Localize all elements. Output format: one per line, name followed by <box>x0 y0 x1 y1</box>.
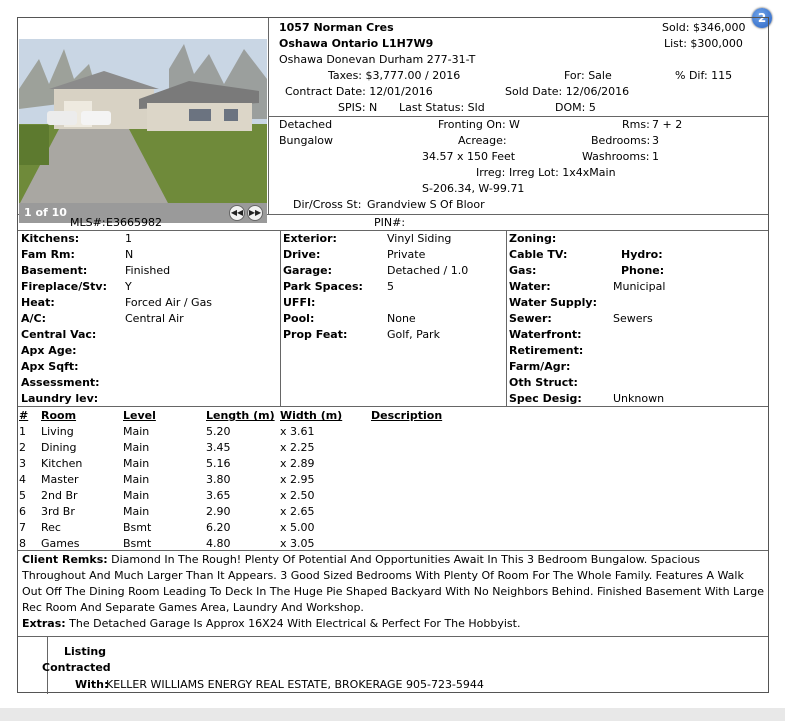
detail-label: Central Vac: <box>21 328 97 341</box>
rooms-table-cell: x 2.89 <box>280 457 315 470</box>
detail-value: Golf, Park <box>387 328 440 341</box>
rooms-table-cell: Main <box>123 425 150 438</box>
rooms-table-cell: Main <box>123 505 150 518</box>
contracted-label: Contracted <box>42 661 111 674</box>
detail-label: Assessment: <box>21 376 100 389</box>
bedrooms-value: 3 <box>652 134 659 147</box>
irregular-value: Irreg Lot: 1x4xMain <box>509 166 616 179</box>
rooms-table-cell: Bsmt <box>123 537 152 550</box>
rooms-table-cell: 4 <box>19 473 26 486</box>
rooms-table-cell: x 2.65 <box>280 505 315 518</box>
rooms-header-cell: Width (m) <box>280 409 343 422</box>
previous-photo-button[interactable] <box>229 205 245 221</box>
rooms-value: 7 + 2 <box>652 118 683 131</box>
fast-forward-icon: ▶▶ <box>248 208 262 217</box>
rooms-table-cell: x 2.50 <box>280 489 315 502</box>
detail-label: Laundry lev: <box>21 392 99 405</box>
detail-label: Waterfront: <box>509 328 582 341</box>
detail-label: Farm/Agr: <box>509 360 571 373</box>
rooms-header-cell: # <box>19 409 29 422</box>
property-style: Bungalow <box>279 134 333 147</box>
detail-value: Private <box>387 248 426 261</box>
rooms-header-cell: Description <box>371 409 443 422</box>
rooms-table-cell: x 2.25 <box>280 441 315 454</box>
pin-label: PIN#: <box>374 216 406 229</box>
irregular-label: Irreg: <box>476 166 506 179</box>
detail-label: Retirement: <box>509 344 584 357</box>
acreage-label: Acreage: <box>458 134 507 147</box>
detail-label: Gas: <box>509 264 537 277</box>
detail-label: Spec Desig: <box>509 392 582 405</box>
rooms-table-cell: 6.20 <box>206 521 231 534</box>
cross-street-value: Grandview S Of Bloor <box>367 198 485 211</box>
rooms-table-cell: Main <box>123 457 150 470</box>
bedrooms-label: Bedrooms: <box>591 134 651 147</box>
spis: SPIS: N <box>338 101 378 114</box>
detail-label: Cable TV: <box>509 248 568 261</box>
washrooms-value: 1 <box>652 150 659 163</box>
detail-label: Sewer: <box>509 312 552 325</box>
extras-text: The Detached Garage Is Approx 16X24 With Electrical & Perfect For The Hobbyist. <box>69 617 521 630</box>
rooms-table-cell: Kitchen <box>41 457 83 470</box>
detail-value: Y <box>125 280 132 293</box>
fronting-label: Fronting On: <box>438 118 506 131</box>
rewind-icon: ◀◀ <box>230 208 244 217</box>
rooms-table-cell: 1 <box>19 425 26 438</box>
rooms-table-cell: Bsmt <box>123 521 152 534</box>
detail-label: Basement: <box>21 264 88 277</box>
with-label: With: <box>75 678 109 691</box>
house-photo-image <box>19 39 267 205</box>
rooms-table-cell: 3.80 <box>206 473 231 486</box>
detail-label: Park Spaces: <box>283 280 363 293</box>
rooms-table-cell: 7 <box>19 521 26 534</box>
listing-city: Oshawa Ontario L1H7W9 <box>279 37 434 50</box>
detail-label: Water: <box>509 280 551 293</box>
detail-label: Drive: <box>283 248 321 261</box>
rooms-table-cell: Main <box>123 473 150 486</box>
rooms-table-cell: 2.90 <box>206 505 231 518</box>
extras-label: Extras: <box>22 617 66 630</box>
detail-label: Water Supply: <box>509 296 597 309</box>
detail-value: Sewers <box>613 312 653 325</box>
rooms-table-cell: 5 <box>19 489 26 502</box>
sold-date: Sold Date: 12/06/2016 <box>505 85 630 98</box>
washrooms-label: Washrooms: <box>582 150 650 163</box>
rooms-table-cell: 2 <box>19 441 26 454</box>
rooms-table-cell: Games <box>41 537 80 550</box>
detail-value: Municipal <box>613 280 666 293</box>
detail-label: Apx Sqft: <box>21 360 79 373</box>
days-on-market: DOM: 5 <box>555 101 596 114</box>
remarks-section <box>19 552 767 632</box>
list-price: List: $300,000 <box>664 37 743 50</box>
irregular-value-2: S-206.34, W-99.71 <box>422 182 525 195</box>
listing-label: Listing <box>64 645 107 658</box>
detail-label: Exterior: <box>283 232 337 245</box>
rooms-table-cell: 4.80 <box>206 537 231 550</box>
client-remarks-label: Client Remks: <box>22 553 108 566</box>
rooms-label: Rms: <box>622 118 650 131</box>
percent-difference: % Dif: 115 <box>675 69 733 82</box>
sold-price: Sold: $346,000 <box>662 21 746 34</box>
for-sale: For: Sale <box>564 69 612 82</box>
extras <box>19 616 767 632</box>
detail-value: None <box>387 312 416 325</box>
rooms-header-cell: Length (m) <box>206 409 275 422</box>
listing-photo[interactable] <box>19 39 267 205</box>
detail-label: UFFI: <box>283 296 316 309</box>
photo-count-badge[interactable]: 2 <box>752 8 772 28</box>
rooms-table-cell: 8 <box>19 537 26 550</box>
next-photo-button[interactable] <box>247 205 263 221</box>
rooms-table-cell: 3.65 <box>206 489 231 502</box>
detail-label: Apx Age: <box>21 344 77 357</box>
detail-value: 1 <box>125 232 132 245</box>
rooms-table-cell: 5.16 <box>206 457 231 470</box>
rooms-table-cell: Dining <box>41 441 77 454</box>
rooms-table-cell: Rec <box>41 521 61 534</box>
cross-street-label: Dir/Cross St: <box>293 198 362 211</box>
detail-label: Fireplace/Stv: <box>21 280 107 293</box>
detail-label: A/C: <box>21 312 47 325</box>
taxes: Taxes: $3,777.00 / 2016 <box>328 69 461 82</box>
rooms-table-cell: Living <box>41 425 74 438</box>
rooms-table-cell: Main <box>123 489 150 502</box>
detail-label: Garage: <box>283 264 333 277</box>
detail-value: Detached / 1.0 <box>387 264 469 277</box>
detail-value: Finished <box>125 264 171 277</box>
detail-label: Hydro: <box>621 248 663 261</box>
detail-value: Central Air <box>125 312 184 325</box>
mls-number: E3665982 <box>106 216 162 229</box>
rooms-table-cell: Main <box>123 441 150 454</box>
rooms-table-cell: 5.20 <box>206 425 231 438</box>
mls-label: MLS#: <box>70 216 106 229</box>
last-status: Last Status: Sld <box>399 101 485 114</box>
rooms-table-cell: 3 <box>19 457 26 470</box>
rooms-table-cell: x 3.61 <box>280 425 315 438</box>
rooms-header-cell: Room <box>41 409 77 422</box>
rooms-table-cell: Master <box>41 473 79 486</box>
rooms-table-cell: 2nd Br <box>41 489 78 502</box>
detail-value: Unknown <box>613 392 665 405</box>
detail-label: Kitchens: <box>21 232 80 245</box>
detail-label: Pool: <box>283 312 315 325</box>
rooms-table-cell: 6 <box>19 505 26 518</box>
rooms-header-cell: Level <box>123 409 156 422</box>
detail-label: Fam Rm: <box>21 248 75 261</box>
rooms-table-cell: x 5.00 <box>280 521 315 534</box>
rooms-table-cell: x 2.95 <box>280 473 315 486</box>
detail-label: Phone: <box>621 264 665 277</box>
listing-address: 1057 Norman Cres <box>279 21 394 34</box>
detail-value: 5 <box>387 280 394 293</box>
detail-value: N <box>125 248 134 261</box>
contract-date: Contract Date: 12/01/2016 <box>285 85 433 98</box>
lot-size: 34.57 x 150 Feet <box>422 150 516 163</box>
detail-label: Heat: <box>21 296 55 309</box>
rooms-table-cell: 3.45 <box>206 441 231 454</box>
property-type: Detached <box>279 118 333 131</box>
rooms-table-cell: 3rd Br <box>41 505 75 518</box>
listing-district: Oshawa Donevan Durham 277-31-T <box>279 53 476 66</box>
client-remarks-text: Diamond In The Rough! Plenty Of Potential And Opportunities Await In This 3 Bedroom Bungalow. Spacious Throughout And Much Larger Than It Appears. 3 Good Sized Bedrooms With Plenty Of Room For The Whole Family. Features A Walk Out Off The Dining Room Leading To Deck In The Huge Pie Shaped Backyard With No Neighbors Behind. Finished Basement With Large Rec Room And Separate Games Area, Laundry And Workshop. <box>22 553 764 614</box>
fronting-value: W <box>509 118 520 131</box>
detail-label: Zoning: <box>509 232 557 245</box>
listing-sheet <box>17 17 769 693</box>
rooms-table-cell: x 3.05 <box>280 537 315 550</box>
photo-counter: 1 of 10 <box>24 206 67 219</box>
brokerage: KELLER WILLIAMS ENERGY REAL ESTATE, BROKERAGE 905-723-5944 <box>106 678 484 691</box>
client-remarks <box>19 552 767 616</box>
detail-value: Forced Air / Gas <box>125 296 213 309</box>
detail-label: Oth Struct: <box>509 376 578 389</box>
detail-label: Prop Feat: <box>283 328 348 341</box>
detail-value: Vinyl Siding <box>387 232 452 245</box>
